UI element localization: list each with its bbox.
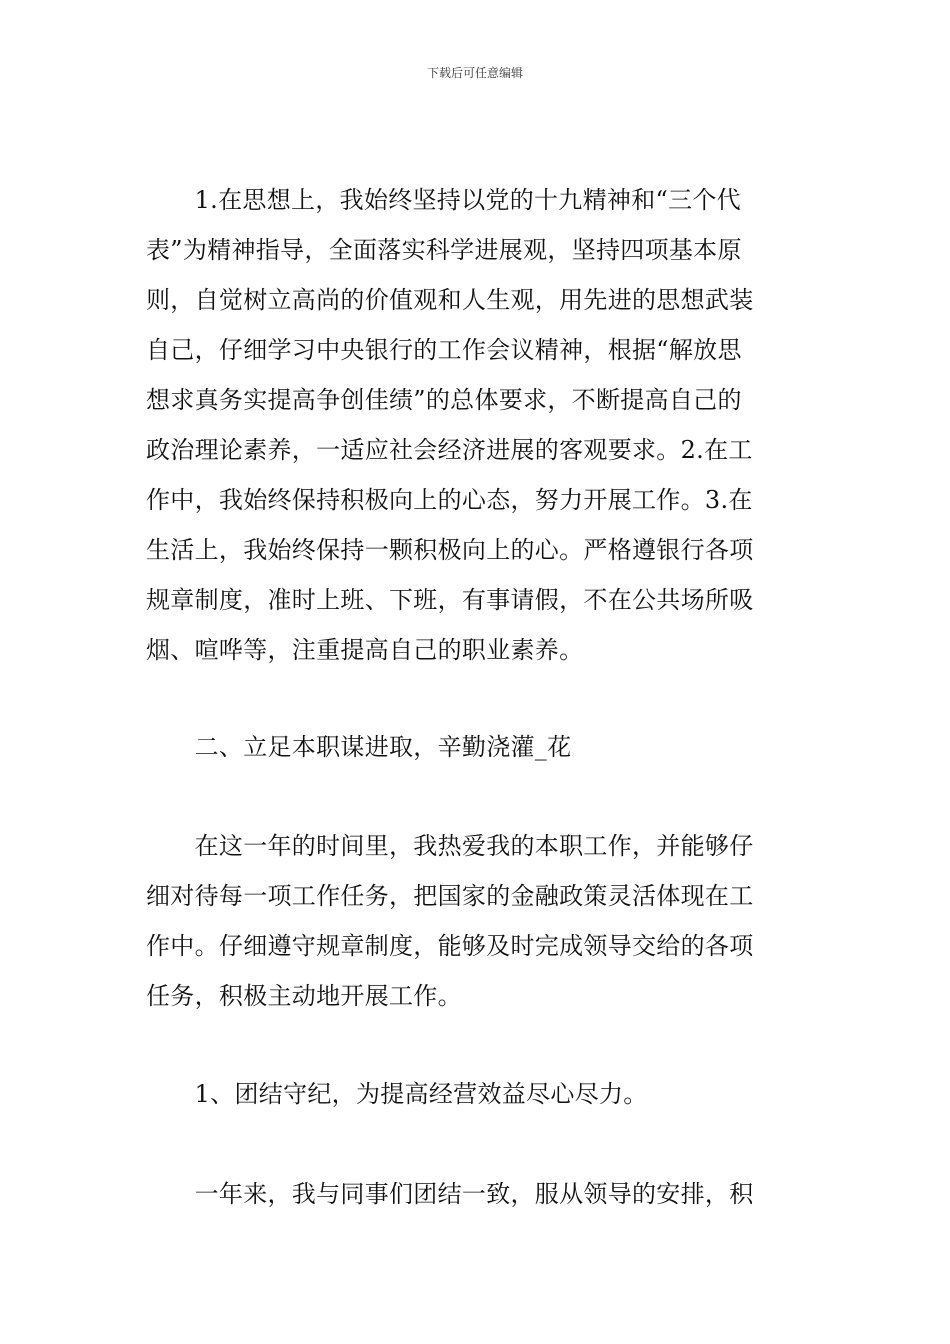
paragraph-line: 作中，我始终保持积极向上的心态，努力开展工作。3.在: [146, 486, 753, 514]
paragraph-line: 1.在思想上，我始终坚持以党的十九精神和“三个代: [146, 186, 741, 214]
paragraph-line: 想求真务实提高争创佳绩”的总体要求，不断提高自己的: [146, 386, 742, 414]
paragraph-line: 细对待每一项工作任务，把国家的金融政策灵活体现在工: [146, 882, 754, 910]
paragraph-line: 在这一年的时间里，我热爱我的本职工作，并能够仔: [146, 832, 754, 860]
paragraph-line: 则，自觉树立高尚的价值观和人生观，用先进的思想武装: [146, 286, 754, 314]
paragraph-line: 烟、喧哗等，注重提高自己的职业素养。: [146, 636, 584, 664]
paragraph-line: 生活上，我始终保持一颗积极向上的心。严格遵银行各项: [146, 536, 754, 564]
paragraph-line: 政治理论素养，一适应社会经济进展的客观要求。2.在工: [146, 436, 753, 464]
page-header: 下载后可任意编辑: [426, 66, 523, 80]
subsection-heading: 1、团结守纪，为提高经营效益尽心尽力。: [146, 1080, 648, 1108]
paragraph-line: 表”为精神指导，全面落实科学进展观，坚持四项基本原: [146, 236, 742, 264]
paragraph-line: 自己，仔细学习中央银行的工作会议精神，根据“解放思: [146, 336, 742, 364]
paragraph-line: 规章制度，准时上班、下班，有事请假，不在公共场所吸: [146, 586, 754, 614]
paragraph-line: 任务，积极主动地开展工作。: [146, 982, 462, 1010]
paragraph-line: 一年来，我与同事们团结一致，服从领导的安排，积: [146, 1180, 754, 1208]
section-heading: 二、立足本职谋进取，辛勤浇灌_花: [146, 733, 572, 761]
paragraph-line: 作中。仔细遵守规章制度，能够及时完成领导交给的各项: [146, 932, 754, 960]
